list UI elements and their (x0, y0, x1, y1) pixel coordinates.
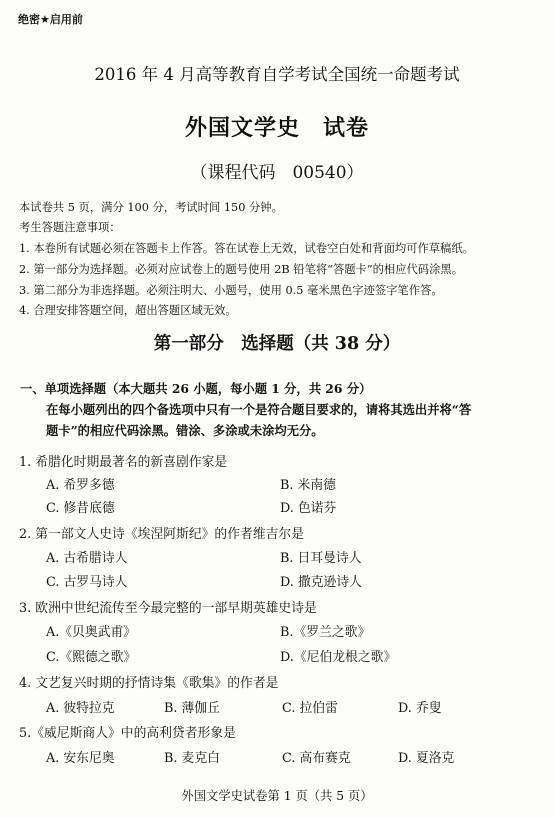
question-option: B. 日耳曼诗人 (280, 551, 362, 566)
question-stem: 2. 第一部文人史诗《埃涅阿斯纪》的作者维吉尔是 (19, 527, 305, 542)
question-option: C. 拉伯雷 (282, 701, 338, 716)
question-option: B. 薄伽丘 (164, 701, 220, 716)
question-option: B. 米南德 (280, 478, 336, 493)
question-option: D. 撒克逊诗人 (280, 575, 362, 590)
section-instruction: 题卡”的相应代码涂黑。错涂、多涂或未涂均无分。 (46, 423, 324, 438)
section-instruction: 在每小题列出的四个备选项中只有一个是符合题目要求的，请将其选出并将“答 (46, 402, 472, 417)
question-option: A.《贝奥武甫》 (46, 625, 137, 640)
question-option: A. 古希腊诗人 (46, 551, 128, 566)
question-option: C.《熙德之歌》 (46, 650, 137, 665)
note-item: 4. 合理安排答题空间，超出答题区域无效。 (19, 304, 237, 317)
question-stem: 3. 欧洲中世纪流传至今最完整的一部早期英雄史诗是 (19, 601, 317, 616)
question-option: C. 修昔底德 (46, 501, 115, 516)
question-option: D. 色诺芬 (280, 501, 337, 516)
part-one-title: 第一部分 选择题（共 38 分） (153, 334, 401, 354)
question-stem: 5.《威尼斯商人》中的高利贷者形象是 (19, 726, 236, 741)
question-option: A. 彼特拉克 (46, 701, 115, 716)
note-item: 1. 本卷所有试题必须在答题卡上作答。答在试卷上无效，试卷空白处和背面均可作草稿纸。 (19, 242, 474, 255)
section-heading: 一、单项选择题（本大题共 26 小题，每小题 1 分，共 26 分） (20, 381, 372, 396)
course-code: （课程代码 00540） (190, 163, 364, 183)
question-option: D.《尼伯龙根之歌》 (280, 650, 397, 665)
question-stem: 1. 希腊化时期最著名的新喜剧作家是 (19, 455, 228, 470)
question-option: D. 夏洛克 (398, 751, 455, 766)
notes-heading: 考生答题注意事项： (19, 221, 121, 234)
page-footer: 外国文学史试卷第 1 页（共 5 页） (181, 789, 373, 803)
question-option: C. 高布赛克 (282, 751, 351, 766)
question-option: D. 乔叟 (398, 701, 442, 716)
question-option: A. 希罗多德 (46, 478, 115, 493)
question-option: C. 古罗马诗人 (46, 575, 128, 590)
subject-title: 外国文学史 试卷 (184, 115, 369, 141)
exam-title: 2016 年 4 月高等教育自学考试全国统一命题考试 (94, 65, 460, 84)
question-option: A. 安东尼奥 (46, 751, 115, 766)
question-stem: 4. 文艺复兴时期的抒情诗集《歌集》的作者是 (19, 676, 279, 691)
question-option: B.《罗兰之歌》 (280, 625, 371, 640)
note-item: 3. 第二部分为非选择题。必须注明大、小题号，使用 0.5 毫米黑色字迹签字笔作答。 (19, 284, 443, 297)
question-option: B. 麦克白 (164, 751, 220, 766)
note-item: 2. 第一部分为选择题。必须对应试卷上的题号使用 2B 铅笔将“答题卡”的相应代码涂黑。 (19, 263, 463, 276)
exam-overview: 本试卷共 5 页，满分 100 分，考试时间 150 分钟。 (19, 201, 283, 214)
secret-mark: 绝密★启用前 (18, 13, 83, 26)
